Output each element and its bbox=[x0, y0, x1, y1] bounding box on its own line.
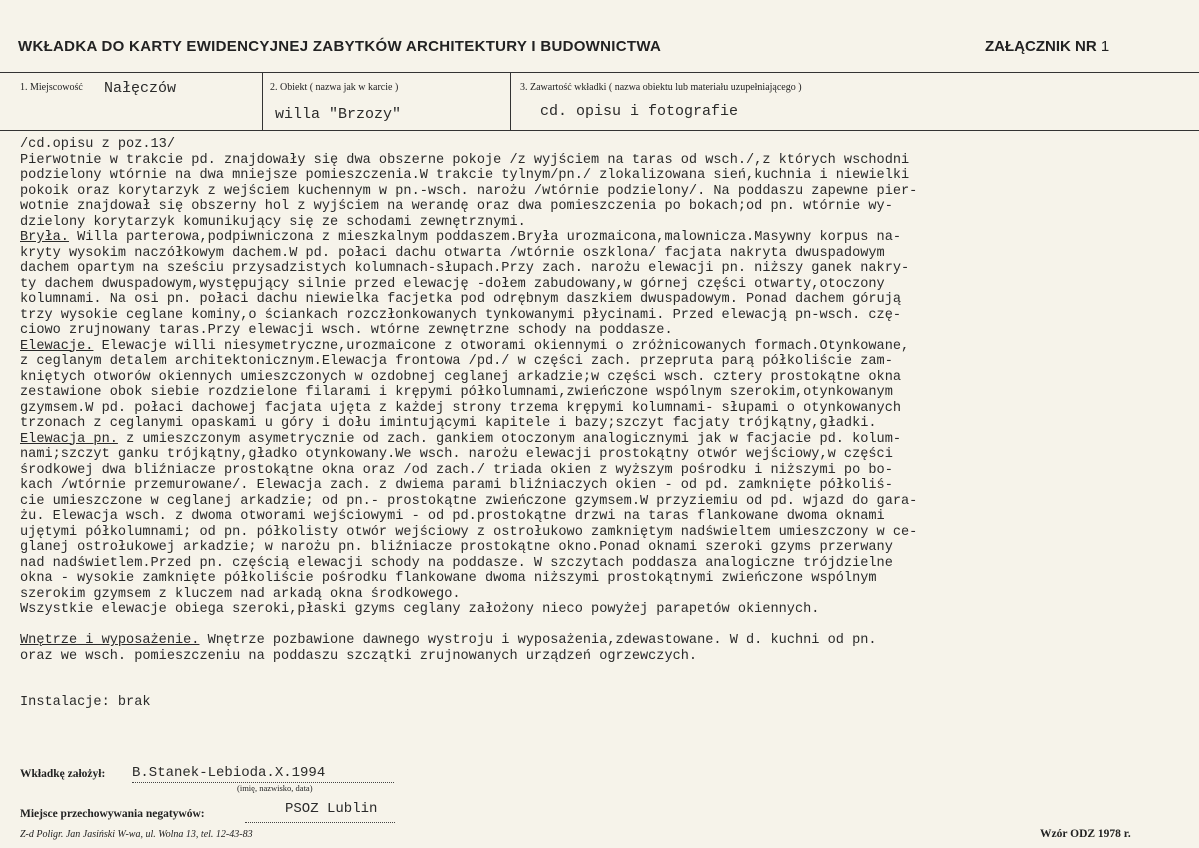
object-label: 2. Obiekt ( nazwa jak w karcie ) bbox=[270, 82, 399, 93]
author-value: B.Stanek-Lebioda.X.1994 bbox=[132, 765, 326, 781]
body-line bbox=[20, 680, 1180, 696]
annex-label bbox=[985, 38, 1109, 55]
body-line: ty dachem dwuspadowym,występujący silnie przed elewację -dołem zabudowany,w górnej części otwarty,otoczony bbox=[20, 276, 885, 292]
body-line: wotnie znajdował się obszerny hol z wyjściem na werandę oraz dwa pomieszczenia po bokach;od pn. wtórnie wy- bbox=[20, 199, 893, 214]
field-row-rule bbox=[0, 130, 1199, 131]
body-line: okna - wysokie zamknięte półkoliście pośrodku flankowane dwoma niższymi prostokątnymi zwieńczone wspólnym bbox=[20, 571, 877, 586]
body-line: zestawione obok siebie rozdzielone filarami i krępymi półkolumnami,zwieńczone wspólnym szerokim,otynkowanym bbox=[20, 385, 893, 400]
body-line: nad nadświetlem.Przed pn. częścią elewacji schody na poddasze. W szczytach poddasza analogiczne trójdzielne bbox=[20, 555, 893, 571]
author-hint: (imię, nazwisko, data) bbox=[237, 783, 313, 793]
section-heading: Bryła. bbox=[20, 230, 69, 245]
header-rule bbox=[0, 72, 1199, 73]
form-code: Wzór ODZ 1978 r. bbox=[1040, 828, 1131, 840]
printer-info: Z-d Poligr. Jan Jasiński W-wa, ul. Wolna 13, tel. 12-43-83 bbox=[20, 829, 253, 840]
body-line: trzonach z ceglanymi opaskami u góry i dołu imintującymi kapitele i bazy;szczyt facjaty trójkątny,gładki. bbox=[20, 416, 877, 431]
section-heading: Elewacja pn. bbox=[20, 431, 118, 447]
body-line: szerokim gzymsem z kluczem nad arkadą okna środkowego. bbox=[20, 586, 461, 602]
description-body bbox=[20, 137, 1180, 711]
body-line: ujętymi półkolumnami; od pn. półkolisty otwór wejściowy z ostrołukowo zamkniętym nadświeltem umieszczony w ce- bbox=[20, 524, 918, 540]
section-heading: Elewacje. bbox=[20, 338, 94, 354]
body-line: dzielony korytarzyk komunikujący się ze schodami zewnętrznymi. bbox=[20, 214, 526, 230]
body-line: trzy wysokie ceglane kominy,o ściankach rozczłonkowanych tynkowanymi płycinami. Przed elewacją pn-wsch. czę- bbox=[20, 307, 902, 323]
body-line: kolumnami. Na osi pn. połaci dachu niewielka facjetka pod odrębnym daszkiem dwuspadowym. Ponad dachem górują bbox=[20, 292, 902, 307]
body-line: środkowej dwa bliźniacze prostokątne okna oraz /od zach./ triada okien z wyższym pośrodku i niższymi po bo- bbox=[20, 462, 893, 478]
body-line: kryty wysokim naczółkowym dachem.W pd. połaci dachu otwarta /wtórnie oszklona/ facjata nakryta dwuspadowym bbox=[20, 245, 885, 261]
negatives-dotline bbox=[245, 822, 395, 823]
field-divider-2 bbox=[510, 72, 511, 130]
body-line: Elewacje. Elewacje willi niesymetryczne,urozmaicone z otworami okiennymi o zróżnicowanych formach.Otynkowane, bbox=[20, 338, 910, 354]
body-line: Instalacje: brak bbox=[20, 695, 151, 710]
body-line: Wszystkie elewacje obiega szeroki,płaski gzyms ceglany założony nieco powyżej parapetów okiennych. bbox=[20, 602, 820, 617]
body-line: oraz we wsch. pomieszczeniu na poddaszu szczątki zrujnowanych urządzeń ogrzewczych. bbox=[20, 648, 698, 664]
field-divider-1 bbox=[262, 72, 263, 130]
section-heading: Wnętrze i wyposażenie. bbox=[20, 633, 200, 648]
content-label: 3. Zawartość wkładki ( nazwa obiektu lub materiału uzupełniającego ) bbox=[520, 82, 802, 93]
author-label: Wkładkę założył: bbox=[20, 768, 106, 780]
annex-label-text: ZAŁĄCZNIK NR bbox=[985, 38, 1097, 55]
body-line: nami;szczyt ganku trójkątny,gładko otynkowany.We wsch. narożu elewacji prostokątny otwór wejściowy,w części bbox=[20, 447, 893, 462]
body-line: ciowo zrujnowany taras.Przy elewacji wsch. wtórne zewnętrzne schody na poddasze. bbox=[20, 323, 673, 338]
body-line: kach /wtórnie przemurowane/. Elewacja zach. z dwiema parami bliźniaczych okien - od pd. zamknięte półkoliś- bbox=[20, 478, 893, 493]
body-line: gzymsem.W pd. połaci dachowej facjata ujęta z każdej strony trzema krępymi kolumnami- słupami o otynkowanych bbox=[20, 400, 902, 416]
body-line: cie umieszczone w ceglanej arkadzie; od pn.- prostokątne zwieńczone gzymsem.W przyziemiu od pd. wjazd do gara- bbox=[20, 493, 918, 509]
body-line bbox=[20, 664, 1180, 680]
body-line: Elewacja pn. z umieszczonym asymetrycznie od zach. gankiem otoczonym analogicznymi jak w facjacie pd. kolum- bbox=[20, 431, 902, 447]
locality-label: 1. Miejscowość bbox=[20, 82, 83, 93]
body-line: kniętych otworów okiennych umieszczonych w ozdobnej ceglanej arkadzie;w części wsch. cztery prostokątne okna bbox=[20, 369, 902, 385]
negatives-value: PSOZ Lublin bbox=[285, 801, 378, 817]
body-line: dachem opartym na sześciu przysadzistych kolumnach-słupach.Przy zach. narożu elewacji pn. niższy ganek nakry- bbox=[20, 261, 910, 276]
body-line: Bryła. Willa parterowa,podpiwniczona z mieszkalnym poddaszem.Bryła urozmaicona,malownicza.Masywny korpus na- bbox=[20, 230, 902, 245]
body-line: glanej ostrołukowej arkadzie; w narożu pn. bliźniacze prostokątne okno.Ponad oknami szeroki gzyms przerwany bbox=[20, 540, 893, 555]
locality-value: Nałęczów bbox=[104, 80, 177, 97]
body-line: podzielony wtórnie na dwa mniejsze pomieszczenia.W trakcie tylnym/pn./ zlokalizowana sień,kuchnia i niewielki bbox=[20, 168, 910, 183]
annex-number: 1 bbox=[1100, 38, 1110, 55]
body-line: pokoik oraz korytarzyk z wejściem kuchennym w pn.-wsch. narożu /wtórnie podzielony/. Na poddaszu zapewne pier- bbox=[20, 183, 918, 199]
body-line: żu. Elewacja wsch. z dwoma otworami wejściowymi - od pd.prostokątne drzwi na taras flankowane dwoma oknami bbox=[20, 509, 885, 524]
body-line: z ceglanym detalem architektonicznym.Elewacja frontowa /pd./ w części zach. przeprutа parą półkoliście zam- bbox=[20, 354, 893, 369]
body-line bbox=[20, 618, 1180, 634]
body-line: /cd.opisu z poz.13/ bbox=[20, 137, 175, 152]
content-value: cd. opisu i fotografie bbox=[540, 103, 739, 120]
form-title: WKŁADKA DO KARTY EWIDENCYJNEJ ZABYTKÓW ARCHITEKTURY I BUDOWNICTWA bbox=[18, 38, 662, 55]
body-line: Pierwotnie w trakcie pd. znajdowały się dwa obszerne pokoje /z wyjściem na taras od wsch./,z których wschodni bbox=[20, 152, 910, 168]
negatives-label: Miejsce przechowywania negatywów: bbox=[20, 808, 205, 820]
body-line: Wnętrze i wyposażenie. Wnętrze pozbawione dawnego wystroju i wyposażenia,zdewastowane. W d. kuchni od pn. bbox=[20, 633, 877, 648]
object-value: willa "Brzozy" bbox=[275, 106, 402, 123]
